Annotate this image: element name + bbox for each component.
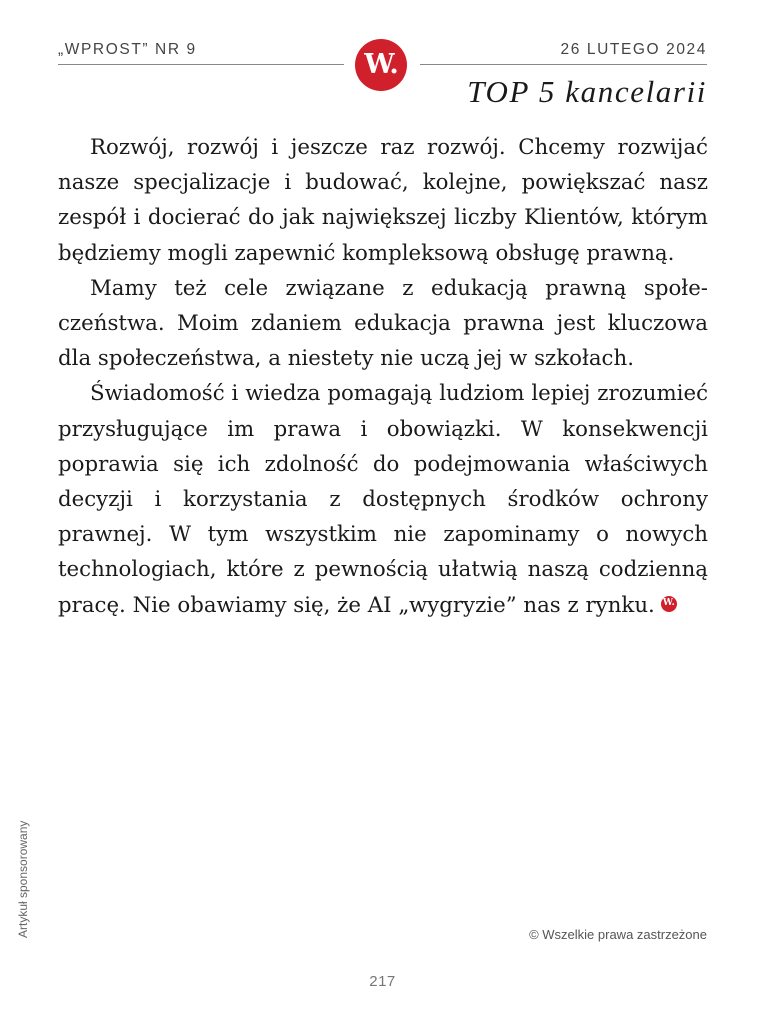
end-of-article-icon [661, 596, 677, 612]
header-divider-left [58, 64, 344, 65]
end-mark-letter: W. [662, 598, 675, 609]
issue-date: 26 LUTEGO 2024 [560, 41, 707, 58]
header-divider-right [420, 64, 707, 65]
article-paragraph-3-text: Świadomość i wiedza pomagają ludziom lepiej zrozumieć przysługujące im prawa i obowiązki. W konsekwencji poprawia się ich zdolność do podejmowania właściwych decyzji i korzystania z dostępnych środków ochrony prawnej. W tym wszystkim nie zapominamy o nowych technologiach, które z pewnością ułatwią naszą codzienną pracę. Nie obawiamy się, że AI „wygryzie” nas z rynku. [58, 381, 708, 618]
article-paragraph-3 [58, 376, 708, 622]
article-paragraph-2: Mamy też cele związane z edukacją prawną społeczeństwa. Moim zdaniem edukacja prawna jest kluczowa dla społeczeństwa, a niestety nie uczą jej w szkołach. [58, 275, 708, 372]
copyright-notice: © Wszelkie prawa zastrzeżone [529, 927, 707, 942]
section-title: TOP 5 kancelarii [467, 74, 707, 109]
publication-issue: „WPROST” NR 9 [58, 41, 197, 58]
sponsored-label: Artykuł sponsorowany [16, 820, 30, 938]
logo-letter: W. [364, 49, 398, 80]
wprost-logo-icon [355, 39, 407, 91]
article-paragraph-1: Rozwój, rozwój i jeszcze raz rozwój. Chcemy rozwijać nasze specjalizacje i budować, kolejne, powiększać nasz zespół i docierać do jak największej liczby Klientów, którym będziemy mogli zapewnić kompleksową obsługę prawną. [58, 135, 708, 266]
page-number: 217 [369, 973, 396, 990]
article-body [58, 130, 708, 623]
